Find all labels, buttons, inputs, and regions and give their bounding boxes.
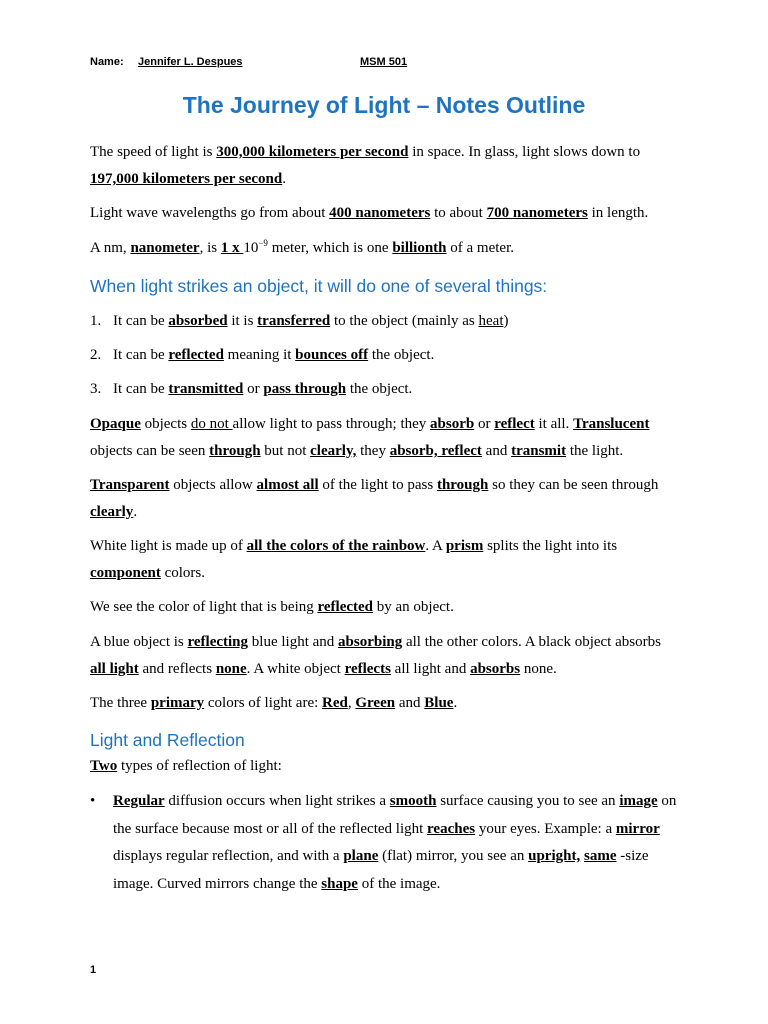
keyword: reaches: [427, 820, 476, 837]
keyword: 1 x: [220, 240, 244, 256]
wavelength-paragraph: Light wave wavelengths go from about 400 nanometers to about 700 nanometers in length.: [90, 205, 649, 221]
keyword: all light: [90, 661, 139, 677]
speed-paragraph: The speed of light is 300,000 kilometers per second in space. In glass, light slows down to 197,000 kilometers per second.: [90, 144, 641, 187]
primary-colors-paragraph: The three primary colors of light are: Red, Green and Blue.: [90, 695, 458, 711]
course-code: MSM 501: [360, 56, 408, 68]
keyword: transferred: [257, 313, 331, 329]
keyword: 300,000 kilometers per second: [216, 144, 409, 160]
page-title: The Journey of Light – Notes Outline: [182, 92, 586, 118]
see-color-paragraph: We see the color of light that is being reflected by an object.: [90, 599, 454, 615]
list-number: 1.: [90, 313, 102, 329]
power-exponent: −9: [258, 238, 268, 248]
keyword: absorbed: [168, 313, 228, 329]
keyword: 700 nanometers: [486, 205, 588, 221]
keyword: clearly,: [310, 443, 357, 459]
keyword: Regular: [113, 793, 165, 809]
keyword: clearly: [90, 504, 134, 520]
keyword: mirror: [615, 820, 660, 837]
keyword: transmitted: [168, 381, 244, 397]
keyword: prism: [445, 538, 484, 554]
keyword: bounces off: [295, 347, 369, 363]
keyword: upright,: [528, 848, 581, 864]
section-heading-reflection: Light and Reflection: [90, 730, 245, 750]
keyword: 400 nanometers: [329, 205, 431, 221]
keyword: image: [619, 793, 658, 809]
keyword: Opaque: [90, 416, 141, 432]
power-base: 10: [243, 240, 259, 256]
keyword: through: [436, 477, 489, 493]
keyword: Translucent: [573, 416, 650, 432]
name-label: Name:: [90, 56, 124, 68]
keyword: plane: [343, 848, 379, 864]
keyword: Red: [322, 695, 348, 711]
white-light-paragraph: White light is made up of all the colors of the rainbow. A prism splits the light into its component colors.: [90, 538, 618, 581]
blue-object-paragraph: A blue object is reflecting blue light and absorbing all the other colors. A black object absorbs all light and reflects none. A white object reflects all light and absorbs none.: [90, 634, 661, 677]
keyword: reflect: [494, 416, 535, 432]
two-types-paragraph: Two types of reflection of light:: [90, 758, 282, 774]
keyword: nanometer: [130, 240, 200, 256]
keyword: almost all: [256, 477, 319, 493]
keyword: reflecting: [187, 634, 249, 650]
document-page: Name: Jennifer L. Despues MSM 501 The Journey of Light – Notes Outline The speed of light is 300,000 kilometers per second in space. In glass, light slows down to 197,000 kilometers per second. Light wave wavelengths go from about 400 nanometers to about 700 nanometers in length. A nm, nanometer, is 1 x $10^{-9}$ meter, which is one billionth of a meter. When light strikes an object, it will do one of several things: 1. It can be absorbed it is transferred to the object (mainly as heat) 2. It can be reflected meaning it bounces off the object. 3. It can be transmitted or pass through the object. Opaque objects do not allow light to pass through; they absorb or reflect it all. Translucent objects can be seen through but not clearly, they absorb, reflect and transmit the light. Transparent objects allow almost all of the light to pass through so they can be seen through clearly. White light is made up of all the colors of the rainbow. A prism splits the light into its component colors. We see the color of light that is being reflected by an object. A blue object is reflecting blue light and absorbing all the other colors. A black object absorbs all light and reflects none. A white object reflects all light and absorbs none. The three primary colors of light are: Red, Green and Blue. Light and Reflection Two types of reflection of light: • Regular diffusion occurs when light strikes a smooth surface causing you to see an image on the surface because most or all of the reflected light reaches your eyes. Example: a mirror displays regular reflection, and with a plane (flat) mirror, you see an upright, same -size image. Curved mirrors change the shape of the image. 1: [0, 0, 768, 1024]
keyword: reflects: [344, 661, 391, 677]
keyword: Two: [90, 758, 118, 774]
bullet-icon: •: [90, 793, 96, 809]
keyword: Green: [355, 695, 396, 711]
opaque-paragraph: Opaque objects do not allow light to pass through; they absorb or reflect it all. Translucent objects can be seen through but not clearly, they absorb, reflect and transmit the light.: [90, 416, 650, 459]
keyword: absorb: [430, 416, 475, 432]
keyword: reflected: [317, 599, 374, 615]
keyword: Blue: [424, 695, 454, 711]
page-number: 1: [90, 964, 97, 976]
transparent-paragraph: Transparent objects allow almost all of the light to pass through so they can be seen through clearly.: [90, 477, 659, 520]
keyword: Transparent: [90, 477, 170, 493]
list-number: 3.: [90, 381, 102, 397]
keyword: primary: [150, 695, 205, 711]
keyword: all the colors of the rainbow: [246, 538, 426, 554]
keyword: absorbing: [338, 634, 403, 650]
keyword: through: [209, 443, 261, 459]
keyword: same: [583, 848, 617, 864]
keyword: absorb, reflect: [389, 443, 482, 459]
list-number: 2.: [90, 347, 102, 363]
keyword: component: [90, 565, 161, 581]
keyword: absorbs: [470, 661, 521, 677]
keyword: reflected: [168, 347, 224, 363]
keyword: smooth: [389, 793, 437, 809]
keyword: pass through: [263, 381, 347, 397]
student-name: Jennifer L. Despues: [138, 56, 243, 68]
section-heading-light-strikes: When light strikes an object, it will do one of several things:: [90, 276, 548, 296]
underlined-word: heat: [478, 313, 504, 329]
keyword: none: [215, 661, 247, 677]
nanometer-paragraph: A nm, nanometer, is 1 x $10^{-9}$ meter, which is one billionth of a meter.: [90, 238, 514, 256]
keyword: 197,000 kilometers per second: [90, 171, 283, 187]
underlined-word: do not: [190, 416, 233, 432]
keyword: billionth: [392, 240, 447, 256]
keyword: shape: [321, 875, 358, 892]
keyword: transmit: [511, 443, 567, 459]
